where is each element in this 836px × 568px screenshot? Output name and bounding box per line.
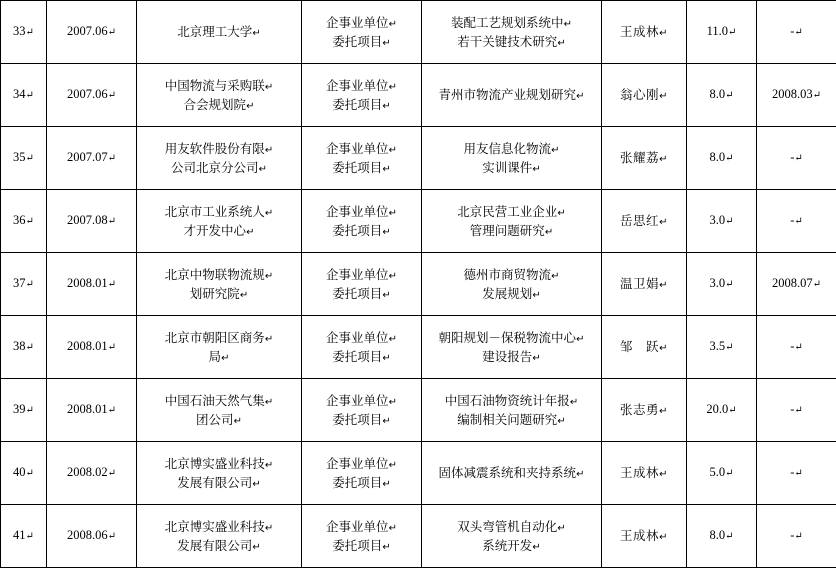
cell-client-organization: 北京理工大学↵ xyxy=(137,1,302,64)
table-row xyxy=(1,253,836,316)
cell-principal-investigator: 王成林↵ xyxy=(602,442,687,505)
cell-start-date: 2008.01↵ xyxy=(47,253,137,316)
cell-client-organization: 中国石油天然气集↵ 团公司↵ xyxy=(137,379,302,442)
table-row xyxy=(1,1,836,64)
cell-start-date: 2007.06↵ xyxy=(47,1,137,64)
cell-end-date: -↵ xyxy=(757,190,836,253)
cell-serial-number: 36↵ xyxy=(1,190,47,253)
cell-end-date: -↵ xyxy=(757,1,836,64)
cell-client-organization: 北京市工业系统人↵ 才开发中心↵ xyxy=(137,190,302,253)
cell-project-category: 企事业单位↵ 委托项目↵ xyxy=(302,253,422,316)
cell-project-category: 企事业单位↵ 委托项目↵ xyxy=(302,127,422,190)
cell-principal-investigator: 张耀荔↵ xyxy=(602,127,687,190)
cell-project-category: 企事业单位↵ 委托项目↵ xyxy=(302,64,422,127)
cell-serial-number: 37↵ xyxy=(1,253,47,316)
cell-start-date: 2008.01↵ xyxy=(47,316,137,379)
cell-principal-investigator: 王成林↵ xyxy=(602,505,687,568)
cell-end-date: 2008.03↵ xyxy=(757,64,836,127)
cell-principal-investigator: 翁心刚↵ xyxy=(602,64,687,127)
cell-serial-number: 33↵ xyxy=(1,1,47,64)
cell-start-date: 2007.06↵ xyxy=(47,64,137,127)
cell-principal-investigator: 王成林↵ xyxy=(602,1,687,64)
cell-end-date: -↵ xyxy=(757,127,836,190)
cell-project-category: 企事业单位↵ 委托项目↵ xyxy=(302,505,422,568)
cell-project-title: 装配工艺规划系统中↵ 若干关键技术研究↵ xyxy=(422,1,602,64)
cell-serial-number: 38↵ xyxy=(1,316,47,379)
cell-end-date: -↵ xyxy=(757,379,836,442)
cell-funding-amount: 11.0↵ xyxy=(687,1,757,64)
cell-client-organization: 北京市朝阳区商务↵ 局↵ xyxy=(137,316,302,379)
cell-project-title: 双头弯管机自动化↵ 系统开发↵ xyxy=(422,505,602,568)
table-row xyxy=(1,316,836,379)
cell-client-organization: 北京博实盛业科技↵ 发展有限公司↵ xyxy=(137,505,302,568)
cell-project-category: 企事业单位↵ 委托项目↵ xyxy=(302,442,422,505)
cell-principal-investigator: 岳思红↵ xyxy=(602,190,687,253)
cell-principal-investigator: 邹 跃↵ xyxy=(602,316,687,379)
cell-funding-amount: 3.5↵ xyxy=(687,316,757,379)
cell-project-category: 企事业单位↵ 委托项目↵ xyxy=(302,379,422,442)
cell-funding-amount: 8.0↵ xyxy=(687,505,757,568)
cell-funding-amount: 3.0↵ xyxy=(687,190,757,253)
cell-project-title: 固体减震系统和夹持系统↵ xyxy=(422,442,602,505)
cell-project-title: 青州市物流产业规划研究↵ xyxy=(422,64,602,127)
cell-end-date: -↵ xyxy=(757,505,836,568)
cell-start-date: 2008.06↵ xyxy=(47,505,137,568)
cell-funding-amount: 20.0↵ xyxy=(687,379,757,442)
table-row xyxy=(1,127,836,190)
cell-project-category: 企事业单位↵ 委托项目↵ xyxy=(302,1,422,64)
cell-serial-number: 41↵ xyxy=(1,505,47,568)
table-row xyxy=(1,64,836,127)
table-row xyxy=(1,379,836,442)
cell-funding-amount: 8.0↵ xyxy=(687,127,757,190)
cell-project-title: 用友信息化物流↵ 实训课件↵ xyxy=(422,127,602,190)
cell-project-title: 北京民营工业企业↵ 管理问题研究↵ xyxy=(422,190,602,253)
cell-serial-number: 39↵ xyxy=(1,379,47,442)
cell-client-organization: 北京博实盛业科技↵ 发展有限公司↵ xyxy=(137,442,302,505)
cell-funding-amount: 3.0↵ xyxy=(687,253,757,316)
cell-end-date: -↵ xyxy=(757,316,836,379)
cell-principal-investigator: 温卫娟↵ xyxy=(602,253,687,316)
cell-start-date: 2007.07↵ xyxy=(47,127,137,190)
cell-start-date: 2007.08↵ xyxy=(47,190,137,253)
cell-project-title: 朝阳规划－保税物流中心↵ 建设报告↵ xyxy=(422,316,602,379)
cell-end-date: 2008.07↵ xyxy=(757,253,836,316)
cell-project-title: 中国石油物资统计年报↵ 编制相关问题研究↵ xyxy=(422,379,602,442)
cell-project-category: 企事业单位↵ 委托项目↵ xyxy=(302,190,422,253)
table-row xyxy=(1,505,836,568)
table-row xyxy=(1,442,836,505)
cell-start-date: 2008.02↵ xyxy=(47,442,137,505)
table-body xyxy=(1,1,836,568)
cell-client-organization: 用友软件股份有限↵ 公司北京分公司↵ xyxy=(137,127,302,190)
cell-funding-amount: 8.0↵ xyxy=(687,64,757,127)
table-row xyxy=(1,190,836,253)
cell-start-date: 2008.01↵ xyxy=(47,379,137,442)
cell-client-organization: 中国物流与采购联↵ 合会规划院↵ xyxy=(137,64,302,127)
cell-funding-amount: 5.0↵ xyxy=(687,442,757,505)
cell-end-date: -↵ xyxy=(757,442,836,505)
cell-client-organization: 北京中物联物流规↵ 划研究院↵ xyxy=(137,253,302,316)
cell-principal-investigator: 张志勇↵ xyxy=(602,379,687,442)
cell-serial-number: 35↵ xyxy=(1,127,47,190)
cell-serial-number: 40↵ xyxy=(1,442,47,505)
cell-project-category: 企事业单位↵ 委托项目↵ xyxy=(302,316,422,379)
cell-serial-number: 34↵ xyxy=(1,64,47,127)
cell-project-title: 德州市商贸物流↵ 发展规划↵ xyxy=(422,253,602,316)
